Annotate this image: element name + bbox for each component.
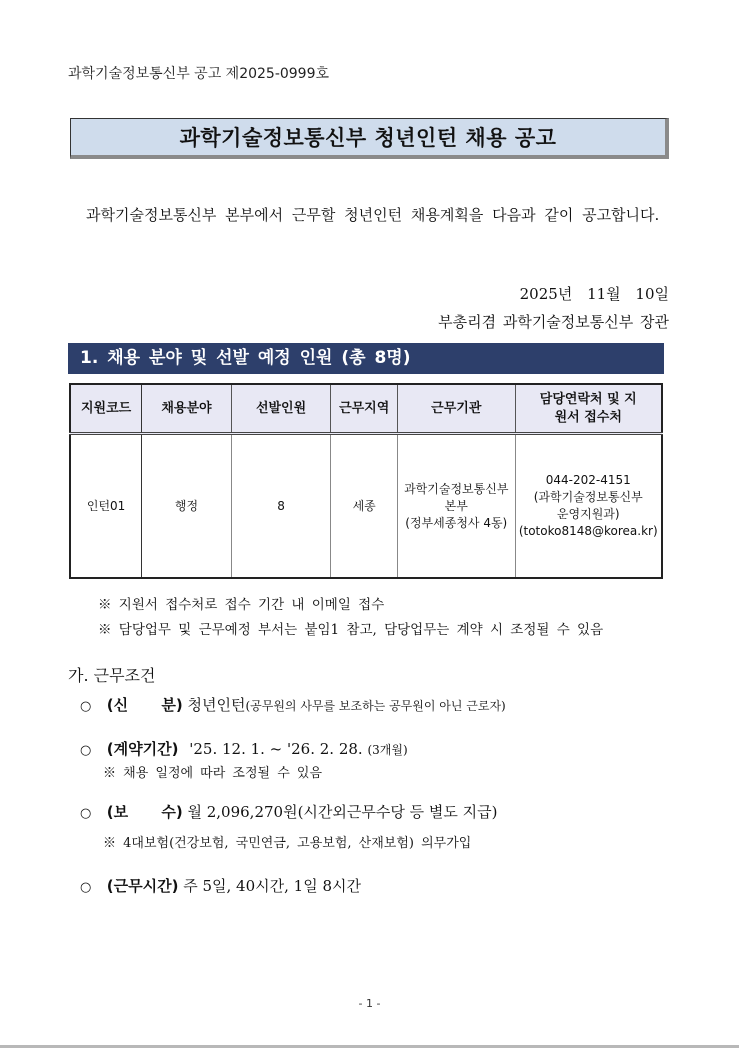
condition-note: ※ 4대보험(건강보험, 국민연금, 고용보험, 산재보험) 의무가입 [103, 836, 472, 851]
agency-line-1: 과학기술정보통신부 [404, 481, 509, 496]
table-header-row [70, 384, 662, 434]
bullet-icon: ○ [80, 743, 92, 758]
condition-label: (근무시간) [106, 877, 179, 895]
condition-hours [80, 875, 361, 896]
bullet-icon: ○ [80, 880, 92, 895]
cell-code: 인턴01 [70, 434, 142, 579]
condition-label: (보 수) [106, 803, 183, 821]
condition-note: ※ 채용 일정에 따라 조정될 수 있음 [103, 766, 323, 781]
contact-email: (totoko8148@korea.kr) [518, 524, 658, 538]
announcement-date: 2025년 11월 10일 [519, 285, 669, 303]
cell-count: 8 [231, 434, 331, 579]
condition-value: '25. 12. 1. ~ '26. 2. 28. [189, 740, 363, 758]
contact-phone: 044-202-4151 [545, 473, 631, 487]
document-number: 과학기술정보통신부 공고 제2025-0999호 [68, 66, 330, 82]
page-number: - 1 - [358, 997, 381, 1010]
note-item: ※ 지원서 접수처로 접수 기간 내 이메일 접수 [98, 597, 385, 613]
cell-agency [398, 434, 515, 579]
condition-value: 청년인턴 [187, 696, 246, 714]
contact-dept-line-1: (과학기술정보통신부 [533, 490, 643, 504]
cell-contact [515, 434, 662, 579]
condition-detail: (3개월) [367, 743, 408, 757]
condition-status [80, 694, 506, 715]
document-title [70, 118, 669, 159]
cell-region: 세종 [331, 434, 398, 579]
intro-paragraph: 과학기술정보통신부 본부에서 근무할 청년인턴 채용계획을 다음과 같이 공고합니다. [86, 206, 660, 224]
agency-line-3: (정부세종청사 4동) [405, 515, 508, 530]
note-item: ※ 담당업무 및 근무예정 부서는 붙임1 참고, 담당업무는 계약 시 조정될 수 있음 [98, 622, 604, 638]
section-heading-1: 1. 채용 분야 및 선발 예정 인원 (총 8명) [68, 343, 664, 374]
contact-dept-line-2: 운영지원과) [556, 507, 620, 521]
table-notes [98, 593, 603, 643]
col-header-region: 근무지역 [331, 384, 398, 434]
bullet-icon: ○ [80, 806, 92, 821]
col-header-field: 채용분야 [142, 384, 232, 434]
condition-value: 주 5일, 40시간, 1일 8시간 [183, 877, 361, 895]
conditions-heading: 가. 근무조건 [68, 666, 156, 685]
condition-salary [80, 801, 497, 822]
document-title-text: 과학기술정보통신부 청년인턴 채용 공고 [179, 126, 557, 150]
signer: 부총리겸 과학기술정보통신부 장관 [438, 313, 669, 331]
cell-field: 행정 [142, 434, 232, 579]
bullet-icon: ○ [80, 699, 92, 714]
condition-contract-period [80, 738, 408, 759]
condition-label: (신 분) [106, 696, 183, 714]
recruitment-table [69, 383, 663, 579]
condition-value: 월 2,096,270원(시간외근무수당 등 별도 지급) [187, 803, 498, 821]
condition-label: (계약기간) [106, 740, 179, 758]
col-header-agency: 근무기관 [398, 384, 515, 434]
col-header-count: 선발인원 [231, 384, 331, 434]
col-header-code: 지원코드 [70, 384, 142, 434]
condition-detail: (공무원의 사무를 보조하는 공무원이 아닌 근로자) [245, 699, 506, 713]
col-header-contact-text: 담당연락처 및 지원서 접수처 [539, 391, 637, 425]
agency-line-2: 본부 [444, 498, 468, 513]
col-header-contact [515, 384, 662, 434]
table-row [70, 434, 662, 579]
